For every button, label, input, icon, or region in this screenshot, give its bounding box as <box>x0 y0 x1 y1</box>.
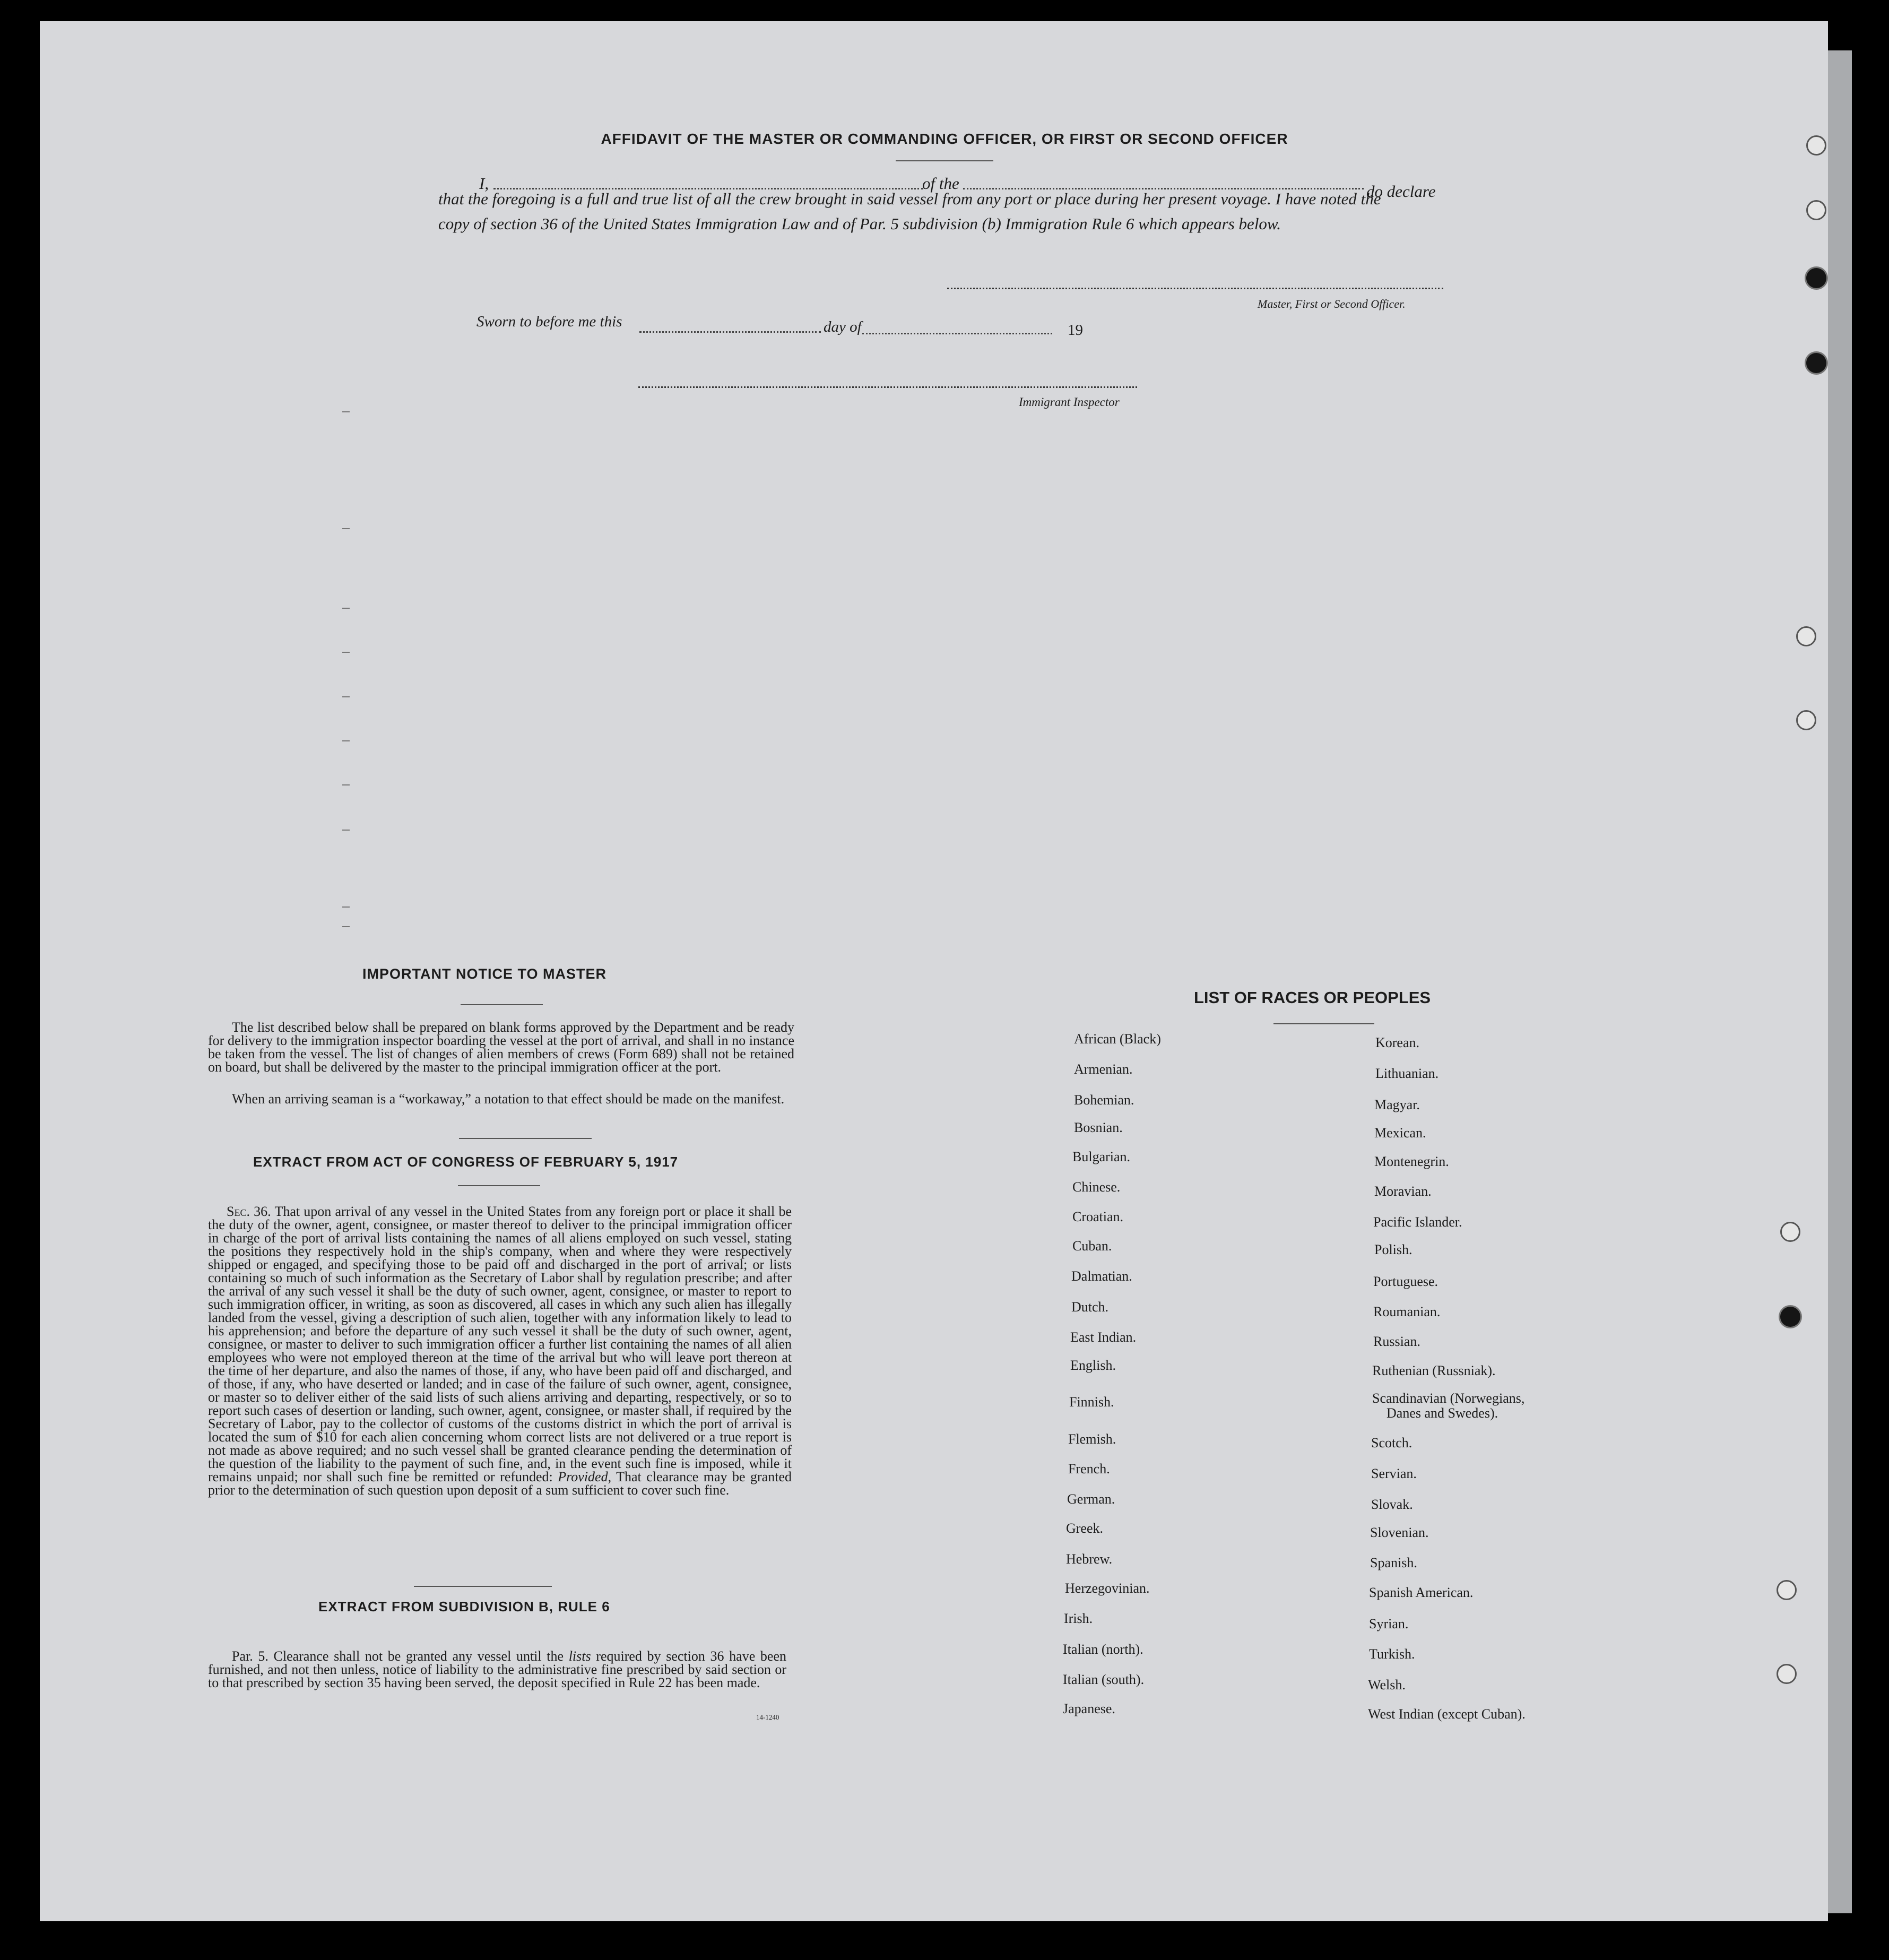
form-number: 14-1240 <box>756 1713 779 1721</box>
race-right: Polish. <box>1374 1242 1413 1257</box>
master-signature-line[interactable] <box>947 288 1443 289</box>
race-left: English. <box>1070 1358 1116 1373</box>
race-right: Pacific Islander. <box>1373 1214 1462 1230</box>
race-left: Hebrew. <box>1066 1551 1113 1567</box>
race-right: Mexican. <box>1374 1125 1426 1141</box>
master-signature-label: Master, First or Second Officer. <box>1258 297 1406 310</box>
page-edge-shadow <box>1828 50 1852 1913</box>
do-declare-label: do declare <box>1366 182 1436 201</box>
act-title: EXTRACT FROM ACT OF CONGRESS OF FEBRUARY 5, 1917 <box>253 1154 679 1170</box>
race-right: Scotch. <box>1371 1435 1413 1450</box>
race-right: Slovenian. <box>1370 1525 1429 1540</box>
race-left: Finnish. <box>1069 1394 1114 1410</box>
race-right: Portuguese. <box>1373 1274 1439 1289</box>
race-left: Bosnian. <box>1074 1120 1123 1135</box>
affidavit-line-2: that the foregoing is a full and true list of all the crew brought in said vessel from any port or place during her present voyage. I have noted the <box>438 189 1381 208</box>
race-right: Spanish American. <box>1369 1585 1474 1600</box>
race-left: Armenian. <box>1074 1061 1133 1077</box>
year-prefix: 19 <box>1068 322 1083 339</box>
race-left: Dutch. <box>1071 1299 1109 1315</box>
sworn-day-field[interactable] <box>639 331 821 333</box>
race-left: Japanese. <box>1063 1701 1115 1716</box>
race-left: African (Black) <box>1074 1031 1161 1047</box>
race-left: Bulgarian. <box>1072 1149 1131 1164</box>
race-right: Danes and Swedes). <box>1387 1405 1498 1421</box>
race-right: Russian. <box>1373 1334 1420 1349</box>
race-right: Lithuanian. <box>1375 1066 1439 1081</box>
race-right: Spanish. <box>1370 1555 1417 1570</box>
form-page <box>40 21 1828 1921</box>
race-left: German. <box>1067 1491 1115 1507</box>
race-left: East Indian. <box>1070 1329 1137 1345</box>
race-right: Moravian. <box>1374 1184 1432 1199</box>
races-title: LIST OF RACES OR PEOPLES <box>1194 988 1431 1007</box>
sworn-month-field[interactable] <box>862 333 1052 334</box>
race-left: Cuban. <box>1072 1238 1112 1254</box>
section-body: That upon arrival of any vessel in the United States from any foreign port or place it shall be the duty of the owner, agent, consignee, or master thereof to deliver to the principal immigration officer in charge of the port of arrival lists containing the names of all aliens employed on such vessel, stating the positions they respectively hold in the ship's company, when and where they were respectively shipped or engaged, and specifying those to be paid off and discharged in the port of arrival; or lists containing so much of such information as the Secretary of Labor shall by regulation prescribe; and after the arrival of any such vessel it shall be the duty of such owner, agent, consignee, or master to report to such immigration officer, in writing, as soon as discovered, all cases in which any such alien has illegally landed from the vessel, giving a description of such alien, together with any information likely to lead to his apprehension; and before the departure of any such vessel it shall be the duty of such owner, agent, consignee, or master to deliver to such immigration officer a further list containing the names of all alien employees who were not employed thereon at the time of the arrival but who will leave port thereon at the time of her departure, and also the names of those, if any, who have been paid off and discharged, and of those, if any, who have deserted or landed; and in case of the failure of such owner, agent, consignee, or master so to deliver either of the said lists of such aliens arriving and departing, respectively, or so to report such cases of desertion or landing, such owner, agent, consignee, or master shall, if required by the Secretary of Labor, pay to the collector of customs of the customs district in which the port of arrival is located the sum of $10 for each alien concerning whom correct lists are not delivered or a true report is not made as above required; and no such vessel shall be granted clearance pending the determination of the question of the liability to the payment of such fine, and, in the event such fine is imposed, while it remains unpaid; nor shall such fine be remitted or refunded: <box>208 1204 792 1484</box>
rule6-title: EXTRACT FROM SUBDIVISION B, RULE 6 <box>318 1599 610 1614</box>
race-right: Slovak. <box>1371 1497 1413 1512</box>
section-body-end: That clearance may be granted prior to the determination of such question upon deposit of a sum sufficient to cover such fine. <box>208 1469 792 1498</box>
race-right: Turkish. <box>1369 1646 1415 1662</box>
race-right: Servian. <box>1371 1466 1417 1481</box>
race-right: West Indian (except Cuban). <box>1368 1706 1526 1722</box>
sworn-label: Sworn to before me this <box>476 313 622 330</box>
notice-paragraph-2: When an arriving seaman is a “workaway,” a notation to that effect should be made on the manifest. <box>232 1091 785 1107</box>
race-right: Magyar. <box>1374 1097 1420 1112</box>
binder-hole <box>1806 268 1826 288</box>
inspector-signature-line[interactable] <box>638 386 1137 388</box>
inspector-label: Immigrant Inspector <box>1019 395 1120 409</box>
act-section-36 <box>208 1205 792 1497</box>
notice-title: IMPORTANT NOTICE TO MASTER <box>362 966 606 982</box>
race-left: Bohemian. <box>1074 1092 1134 1108</box>
race-left: Irish. <box>1064 1611 1093 1626</box>
race-right: Scandinavian (Norwegians, <box>1372 1391 1525 1406</box>
race-right: Korean. <box>1375 1035 1420 1050</box>
notice-paragraph-1: The list described below shall be prepared on blank forms approved by the Department and be ready for delivery to the immigration inspector boarding the vessel at the port of arrival, and shall in no instance be taken from the vessel. The list of changes of alien members of crews (Form 689) shall not be retained on board, but shall be delivered by the master to the principal immigration officer at the port. <box>208 1020 794 1075</box>
section-label: Sec. 36. <box>227 1204 271 1219</box>
race-left: Italian (north). <box>1063 1642 1143 1657</box>
binder-hole <box>1806 353 1826 373</box>
binder-hole <box>1777 1580 1797 1600</box>
race-right: Welsh. <box>1368 1677 1406 1693</box>
race-right: Montenegrin. <box>1374 1154 1449 1169</box>
binder-hole <box>1777 1664 1797 1684</box>
race-right: Syrian. <box>1369 1616 1409 1631</box>
race-left: Croatian. <box>1072 1209 1124 1224</box>
binder-hole <box>1780 1222 1800 1242</box>
binder-hole <box>1796 710 1816 730</box>
race-right: Ruthenian (Russniak). <box>1372 1363 1496 1378</box>
affidavit-i-label: I, <box>479 174 489 193</box>
race-right: Roumanian. <box>1373 1304 1441 1319</box>
race-left: Flemish. <box>1068 1431 1116 1447</box>
of-the-label: of the <box>922 174 959 193</box>
rule6-paragraph: Par. 5. Clearance shall not be granted any vessel until the lists required by section 36 have been furnished, and not then unless, notice of liability to the administrative fine prescribed by said section or to that prescribed by section 35 having been served, the deposit specified in Rule 22 has been made. <box>208 1648 786 1690</box>
race-left: Greek. <box>1066 1521 1104 1536</box>
race-left: Dalmatian. <box>1071 1268 1132 1284</box>
affidavit-title: AFFIDAVIT OF THE MASTER OR COMMANDING OFFICER, OR FIRST OR SECOND OFFICER <box>601 131 1288 147</box>
affidavit-line-3: copy of section 36 of the United States Immigration Law and of Par. 5 subdivision (b) Immigration Rule 6 which appears below. <box>438 214 1281 233</box>
day-of-label: day of <box>824 318 862 335</box>
race-left: French. <box>1068 1461 1110 1477</box>
binder-hole <box>1780 1307 1800 1327</box>
binder-hole <box>1796 626 1816 646</box>
provided-label: Provided, <box>558 1469 612 1484</box>
race-left: Chinese. <box>1072 1179 1121 1195</box>
race-left: Italian (south). <box>1063 1672 1145 1687</box>
race-left: Herzegovinian. <box>1065 1581 1150 1596</box>
binder-hole <box>1806 200 1826 220</box>
